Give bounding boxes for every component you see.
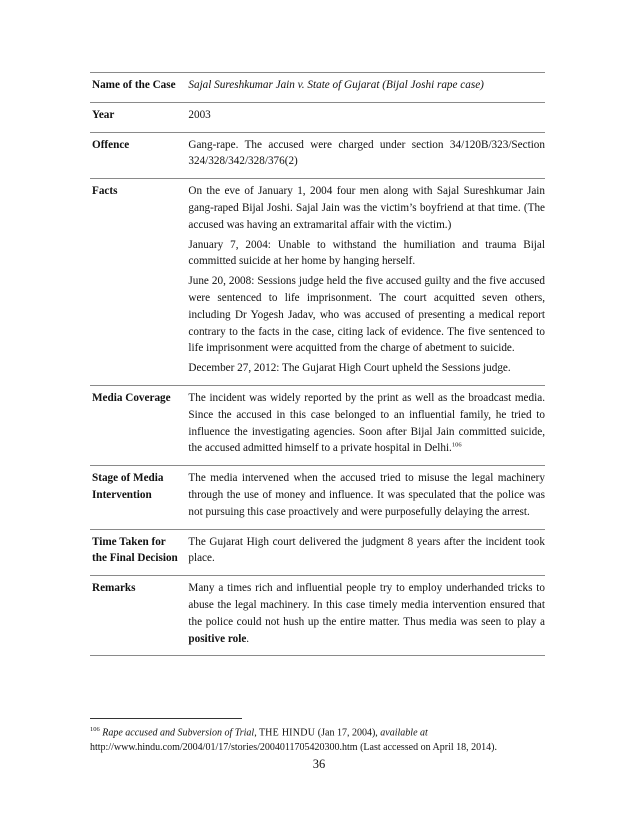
row-label: Year <box>90 102 183 132</box>
table-row <box>90 466 545 529</box>
footnote-available: available at <box>380 727 428 739</box>
row-label: Stage of Media Intervention <box>90 466 183 529</box>
row-label: Time Taken for the Final Decision <box>90 529 183 576</box>
row-value <box>183 529 545 576</box>
row-value <box>183 179 545 386</box>
footnote-line-1: $^{106}$ Rape accused and Subversion of Trial, THE HINDU (Jan 17, 2004), available at <box>90 726 428 739</box>
table-row <box>90 132 545 179</box>
row-value <box>183 466 545 529</box>
table-row <box>90 385 545 465</box>
table-row <box>90 529 545 576</box>
table-row <box>90 102 545 132</box>
source-indu: INDU <box>289 727 316 739</box>
footnote-reference[interactable]: 106 <box>451 441 462 449</box>
row-label: Offence <box>90 132 183 179</box>
table-row <box>90 576 545 656</box>
case-table <box>90 72 545 656</box>
footnote-date: (Jan 17, 2004), <box>315 727 381 739</box>
intervention-paragraph: The media intervened when the accused tried to misuse the legal machinery through the use of money and influence. It was speculated that the police was not pursuing this case proactively and were purposefully delaying the arrest. <box>188 472 545 518</box>
footnote <box>90 723 560 755</box>
offence-value: Gang-rape. The accused were charged under section 34/120B/323/Section 324/328/342/328/376(2) <box>188 138 545 168</box>
facts-paragraph: January 7, 2004: Unable to withstand the humiliation and trauma Bijal committed suicide at her home by hanging herself. <box>188 238 545 268</box>
remarks-paragraph <box>188 580 545 647</box>
facts-paragraph: June 20, 2008: Sessions judge held the five accused guilty and the five accused were sentenced to life imprisonment. The court acquitted seven others, including Dr Yogesh Jadav, who was accused of presenting a medical report contrary to the facts in the case, citing lack of evidence. The five sentenced to life imprisonment were acquitted from the charge of abetment to suicide. <box>188 275 545 355</box>
row-value <box>183 576 545 656</box>
case-name: Sajal Sureshkumar Jain v. State of Gujarat (Bijal Joshi rape case) <box>188 79 484 91</box>
table-row <box>90 179 545 386</box>
source-he: HE <box>265 727 282 739</box>
year-value: 2003 <box>188 108 211 121</box>
row-value <box>183 385 545 465</box>
footnote-divider <box>90 718 242 719</box>
row-value <box>183 73 545 103</box>
row-label: Remarks <box>90 576 183 656</box>
media-coverage-paragraph <box>188 390 545 457</box>
source-h: H <box>281 727 290 739</box>
footnote-url-line[interactable]: http://www.hindu.com/2004/01/17/stories/2004011705420300.htm (Last accessed on April 18, 2014). <box>90 741 497 753</box>
row-label: Media Coverage <box>90 385 183 465</box>
facts-paragraph: December 27, 2012: The Gujarat High Court upheld the Sessions judge. <box>188 362 511 375</box>
footnote-number: 106 <box>90 726 100 733</box>
row-label: Facts <box>90 179 183 386</box>
media-coverage-text: The incident was widely reported by the print as well as the broadcast media. Since the accused in this case belonged to an influential family, he tried to influence the investigating agencies. Soon after Bijal Jain committed suicide, the accused admitted himself to a private hospital in Delhi. <box>188 391 545 455</box>
facts-paragraph: On the eve of January 1, 2004 four men along with Sajal Sureshkumar Jain gang-raped Bijal Joshi. Sajal Jain was the victim’s boyfriend at that time. (The accused was having an extramarital affair with the victim.) <box>188 185 545 231</box>
footnote-title: Rape accused and Subversion of Trial <box>102 727 255 739</box>
table-row <box>90 73 545 103</box>
source-t: T <box>259 727 266 739</box>
row-value <box>183 102 545 132</box>
remarks-text: Many a times rich and influential people try to employ underhanded tricks to abuse the legal machinery. In this case timely media intervention ensured that the police could not hush up the entire matter. Thus media was seen to play a <box>188 582 545 628</box>
remarks-end: . <box>246 632 250 645</box>
page-number: 36 <box>312 757 326 771</box>
row-value <box>183 132 545 179</box>
time-taken-paragraph: The Gujarat High court delivered the judgment 8 years after the incident took place. <box>188 535 545 565</box>
remarks-bold: positive role <box>188 632 247 645</box>
row-label: Name of the Case <box>90 73 183 103</box>
